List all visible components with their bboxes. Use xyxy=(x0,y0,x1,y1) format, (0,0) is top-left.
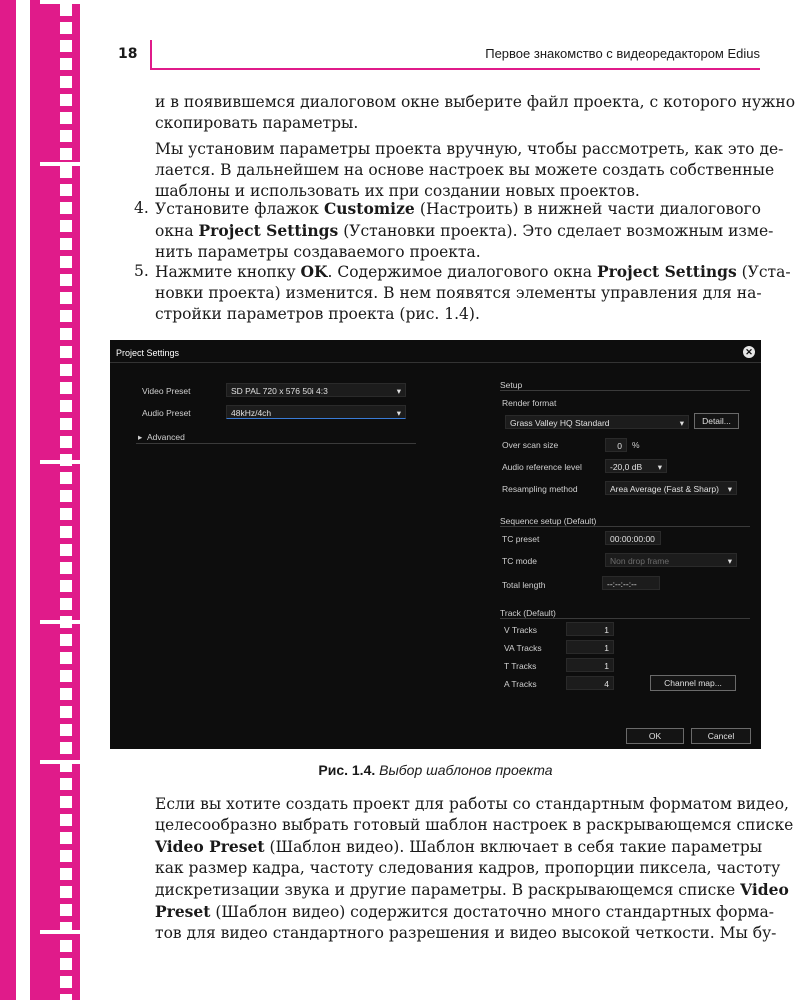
va-tracks-label: VA Tracks xyxy=(504,643,542,653)
detail-button[interactable]: Detail... xyxy=(694,413,739,429)
expand-arrow-icon: ▸ xyxy=(138,432,143,442)
film-perforation xyxy=(60,976,72,988)
film-strip-border xyxy=(0,0,80,1000)
film-notch xyxy=(40,162,80,166)
film-perforation xyxy=(60,706,72,718)
film-perforation xyxy=(60,274,72,286)
render-format-dropdown[interactable]: Grass Valley HQ Standard ▾ xyxy=(505,415,689,429)
film-perforation xyxy=(60,958,72,970)
title-divider xyxy=(110,362,761,363)
film-perforation xyxy=(60,994,72,1000)
advanced-expander[interactable]: ▸ Advanced xyxy=(138,432,185,442)
video-preset-dropdown[interactable]: SD PAL 720 x 576 50i 4:3 ▾ xyxy=(226,383,406,397)
film-perforation xyxy=(60,310,72,322)
film-notch xyxy=(40,460,80,464)
paragraph-2: Мы установим параметры проекта вручную, чтобы рассмотреть, как это де- лается. В дальнейшем на основе настроек вы можете создать собственные шаблоны и использовать их при создании новых проектов. xyxy=(155,140,784,200)
step-5-text: Нажмите кнопку OK. Содержимое диалогового окна Project Settings (Уста- новки проекта) изменится. В нем появятся элементы управления для на- стройки параметров проекта (рис. 1.4). xyxy=(155,262,791,323)
film-perforation xyxy=(60,4,72,16)
ok-button[interactable]: OK xyxy=(626,728,684,744)
overscan-label: Over scan size xyxy=(502,440,559,450)
film-perforation xyxy=(60,472,72,484)
film-perforation xyxy=(60,400,72,412)
film-notch xyxy=(40,930,80,934)
film-perforation xyxy=(60,580,72,592)
a-tracks-input[interactable]: 4 xyxy=(566,676,614,690)
render-format-label: Render format xyxy=(502,398,557,408)
setup-section-title: Setup xyxy=(500,380,523,390)
film-perforation xyxy=(60,148,72,160)
film-perforation xyxy=(60,292,72,304)
film-perforation xyxy=(60,598,72,610)
film-perforation xyxy=(60,58,72,70)
total-length-input[interactable]: --:--:--:-- xyxy=(602,576,660,590)
track-divider xyxy=(500,618,750,619)
film-perforation xyxy=(60,220,72,232)
film-perforation xyxy=(60,166,72,178)
advanced-divider xyxy=(136,443,416,444)
total-length-label: Total length xyxy=(502,580,546,590)
film-perforation xyxy=(60,346,72,358)
film-notch xyxy=(40,760,80,764)
tc-preset-input[interactable]: 00:00:00:00 xyxy=(605,531,661,545)
film-perforation xyxy=(60,76,72,88)
header-separator xyxy=(150,40,152,68)
film-perforation xyxy=(60,796,72,808)
film-perforation xyxy=(60,184,72,196)
film-perforation xyxy=(60,814,72,826)
film-perforation xyxy=(60,22,72,34)
film-notch xyxy=(40,0,80,4)
tc-mode-label: TC mode xyxy=(502,556,537,566)
intro-paragraph: и в появившемся диалоговом окне выберите файл проекта, с которого нужно скопировать параметры. xyxy=(155,93,796,132)
step-5-number: 5. xyxy=(134,262,149,280)
setup-divider xyxy=(500,390,750,391)
film-perforation xyxy=(60,724,72,736)
film-perforation xyxy=(60,634,72,646)
audio-preset-dropdown[interactable]: 48kHz/4ch ▾ xyxy=(226,405,406,419)
resampling-label: Resampling method xyxy=(502,484,578,494)
t-tracks-label: T Tracks xyxy=(504,661,537,671)
film-perforation xyxy=(60,526,72,538)
film-perforation xyxy=(60,328,72,340)
film-perforation xyxy=(60,886,72,898)
film-perforation xyxy=(60,40,72,52)
film-perforation xyxy=(60,670,72,682)
page-number: 18 xyxy=(118,46,138,62)
overscan-input[interactable]: 0 xyxy=(605,438,627,452)
film-perforation xyxy=(60,832,72,844)
sequence-section-title: Sequence setup (Default) xyxy=(500,516,597,526)
film-perforation xyxy=(60,364,72,376)
audio-reference-dropdown[interactable]: -20,0 dB ▾ xyxy=(605,459,667,473)
va-tracks-input[interactable]: 1 xyxy=(566,640,614,654)
overscan-unit: % xyxy=(632,440,640,450)
film-perforation xyxy=(60,382,72,394)
film-perforation xyxy=(60,688,72,700)
v-tracks-input[interactable]: 1 xyxy=(566,622,614,636)
film-perforation xyxy=(60,850,72,862)
film-perforation xyxy=(60,868,72,880)
film-perforation xyxy=(60,904,72,916)
film-perforation xyxy=(60,508,72,520)
a-tracks-label: A Tracks xyxy=(504,679,537,689)
step-4-number: 4. xyxy=(134,199,149,217)
resampling-dropdown[interactable]: Area Average (Fast & Sharp) ▾ xyxy=(605,481,737,495)
film-perforation xyxy=(60,418,72,430)
body-paragraph: Если вы хотите создать проект для работы со стандартным форматом видео, целесообразно выбрать готовый шаблон настроек в раскрывающемся списке Video Preset (Шаблон видео). Шаблон включает в себя такие параметры как размер кадра, частоту следования кадров, пропорции пиксела, частоту дискретизации звука и другие параметры. В раскрывающемся списке Video Preset (Шаблон видео) содержится достаточно много стандартных форма- тов для видео стандартного разрешения и видео высокой четкости. Мы бу- xyxy=(155,795,794,942)
audio-reference-label: Audio reference level xyxy=(502,462,582,472)
channel-map-button[interactable]: Channel map... xyxy=(650,675,736,691)
film-perforation xyxy=(60,652,72,664)
film-perforation xyxy=(60,238,72,250)
step-4-text: Установите флажок Customize (Настроить) в нижней части диалогового окна Project Settings (Установки проекта). Это сделает возможным изме- нить параметры создаваемого проекта. xyxy=(155,199,774,261)
tc-preset-label: TC preset xyxy=(502,534,540,544)
sequence-divider xyxy=(500,526,750,527)
film-perforation xyxy=(60,544,72,556)
track-section-title: Track (Default) xyxy=(500,608,556,618)
film-perforation xyxy=(60,94,72,106)
close-icon[interactable]: ✕ xyxy=(743,346,755,358)
audio-preset-label: Audio Preset xyxy=(142,408,191,418)
film-perforation xyxy=(60,436,72,448)
film-perforation xyxy=(60,130,72,142)
film-perforation xyxy=(60,490,72,502)
running-head: Первое знакомство с видеоредактором Edius xyxy=(485,46,760,61)
video-preset-label: Video Preset xyxy=(142,386,191,396)
film-perforation xyxy=(60,202,72,214)
film-perforation xyxy=(60,778,72,790)
figure-caption: Рис. 1.4. Выбор шаблонов проекта xyxy=(318,762,553,778)
v-tracks-label: V Tracks xyxy=(504,625,538,635)
tc-mode-dropdown[interactable]: Non drop frame ▾ xyxy=(605,553,737,567)
film-perforation xyxy=(60,112,72,124)
film-perforation xyxy=(60,742,72,754)
film-perforation xyxy=(60,256,72,268)
film-perforation xyxy=(60,940,72,952)
film-notch xyxy=(40,620,80,624)
cancel-button[interactable]: Cancel xyxy=(691,728,751,744)
t-tracks-input[interactable]: 1 xyxy=(566,658,614,672)
film-perforation xyxy=(60,562,72,574)
project-settings-dialog xyxy=(110,340,761,749)
header-rule xyxy=(150,68,760,70)
dialog-title: Project Settings xyxy=(116,348,180,358)
